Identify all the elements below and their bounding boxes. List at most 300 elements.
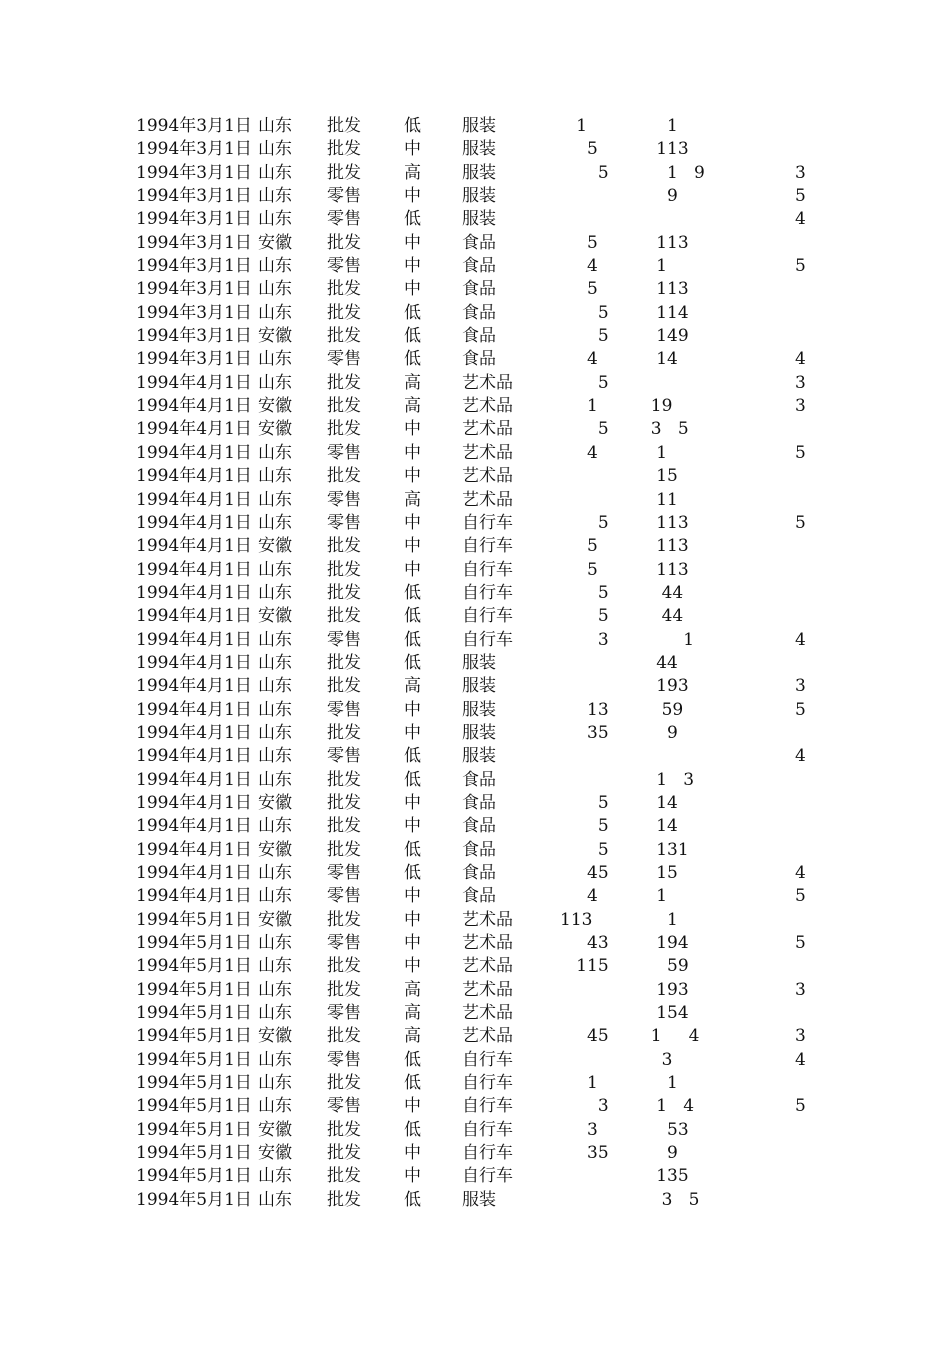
value-cell-3: 5 <box>795 256 806 277</box>
level-cell: 中 <box>404 466 421 487</box>
channel-cell: 批发 <box>327 536 361 557</box>
date-cell: 1994年4月1日 <box>136 512 252 533</box>
value-cell-3: 3 <box>795 162 806 183</box>
value-cell-1: 3 <box>560 1119 598 1140</box>
region-cell: 山东 <box>258 349 292 370</box>
level-cell: 中 <box>404 816 421 837</box>
table-row <box>0 162 950 185</box>
channel-cell: 批发 <box>327 1189 361 1210</box>
value-cell-1: 35 <box>560 722 609 743</box>
category-cell: 艺术品 <box>462 396 513 417</box>
date-cell: 1994年4月1日 <box>136 676 252 697</box>
value-cell-1: 113 <box>560 909 593 930</box>
region-cell: 山东 <box>258 372 292 393</box>
table-row <box>0 395 950 418</box>
level-cell: 中 <box>404 699 421 720</box>
category-cell: 艺术品 <box>462 466 513 487</box>
category-cell: 食品 <box>462 839 496 860</box>
value-cell-1: 5 <box>560 559 598 580</box>
category-cell: 服装 <box>462 162 496 183</box>
category-cell: 食品 <box>462 326 496 347</box>
level-cell: 中 <box>404 1143 421 1164</box>
region-cell: 山东 <box>258 1073 292 1094</box>
channel-cell: 批发 <box>327 606 361 627</box>
region-cell: 山东 <box>258 652 292 673</box>
value-cell-2: 194 <box>640 933 689 954</box>
table-row <box>0 629 950 652</box>
level-cell: 中 <box>404 232 421 253</box>
channel-cell: 批发 <box>327 419 361 440</box>
value-cell-3: 4 <box>795 863 806 883</box>
channel-cell: 零售 <box>327 1003 361 1024</box>
date-cell: 1994年4月1日 <box>136 489 252 510</box>
table-row <box>0 535 950 558</box>
category-cell: 自行车 <box>462 512 513 533</box>
value-cell-2: 113 <box>640 536 689 557</box>
table-row <box>0 722 950 745</box>
date-cell: 1994年4月1日 <box>136 699 252 720</box>
value-cell-2: 15 <box>640 863 678 883</box>
category-cell: 服装 <box>462 186 496 207</box>
region-cell: 山东 <box>258 1166 292 1187</box>
table-row <box>0 465 950 488</box>
level-cell: 中 <box>404 956 421 977</box>
value-cell-2: 114 <box>640 302 689 323</box>
table-row <box>0 1002 950 1025</box>
value-cell-3: 5 <box>795 186 806 207</box>
value-cell-1: 3 <box>560 629 609 650</box>
value-cell-2: 44 <box>640 582 684 603</box>
value-cell-2: 9 <box>640 722 678 743</box>
channel-cell: 零售 <box>327 209 361 230</box>
category-cell: 自行车 <box>462 606 513 627</box>
value-cell-3: 3 <box>795 372 806 393</box>
value-cell-2: 113 <box>640 559 689 580</box>
value-cell-1: 35 <box>560 1143 609 1164</box>
region-cell: 山东 <box>258 302 292 323</box>
value-cell-1: 4 <box>560 442 598 463</box>
category-cell: 艺术品 <box>462 419 513 440</box>
table-row <box>0 442 950 465</box>
category-cell: 艺术品 <box>462 1026 513 1047</box>
table-row <box>0 418 950 441</box>
value-cell-1: 4 <box>560 349 598 370</box>
region-cell: 山东 <box>258 466 292 487</box>
value-cell-1: 5 <box>560 279 598 300</box>
date-cell: 1994年5月1日 <box>136 956 252 977</box>
date-cell: 1994年4月1日 <box>136 372 252 393</box>
channel-cell: 零售 <box>327 349 361 370</box>
value-cell-2: 59 <box>640 699 684 720</box>
value-cell-2: 1 <box>640 442 668 463</box>
value-cell-1: 1 <box>560 116 588 136</box>
table-row <box>0 1165 950 1188</box>
value-cell-1: 5 <box>560 792 609 813</box>
table-row <box>0 792 950 815</box>
category-cell: 服装 <box>462 209 496 230</box>
level-cell: 中 <box>404 419 421 440</box>
level-cell: 低 <box>404 302 421 323</box>
channel-cell: 批发 <box>327 466 361 487</box>
value-cell-3: 5 <box>795 442 806 463</box>
table-row <box>0 512 950 535</box>
table-row <box>0 675 950 698</box>
value-cell-2: 44 <box>640 652 678 673</box>
value-cell-2: 113 <box>640 512 689 533</box>
region-cell: 山东 <box>258 442 292 463</box>
level-cell: 中 <box>404 909 421 930</box>
level-cell: 中 <box>404 1166 421 1187</box>
region-cell: 山东 <box>258 956 292 977</box>
value-cell-1: 43 <box>560 933 609 954</box>
channel-cell: 零售 <box>327 186 361 207</box>
level-cell: 中 <box>404 886 421 907</box>
region-cell: 山东 <box>258 1049 292 1070</box>
region-cell: 安徽 <box>258 792 292 813</box>
value-cell-1: 4 <box>560 256 598 277</box>
channel-cell: 批发 <box>327 839 361 860</box>
value-cell-1: 45 <box>560 1026 609 1047</box>
channel-cell: 批发 <box>327 722 361 743</box>
category-cell: 食品 <box>462 279 496 300</box>
date-cell: 1994年3月1日 <box>136 279 252 300</box>
category-cell: 艺术品 <box>462 372 513 393</box>
value-cell-2: 193 <box>640 979 689 1000</box>
date-cell: 1994年5月1日 <box>136 1143 252 1164</box>
channel-cell: 批发 <box>327 116 361 136</box>
table-row <box>0 255 950 278</box>
value-cell-1: 5 <box>560 139 598 160</box>
region-cell: 安徽 <box>258 396 292 417</box>
value-cell-2: 1 4 <box>640 1096 695 1117</box>
level-cell: 中 <box>404 256 421 277</box>
date-cell: 1994年3月1日 <box>136 302 252 323</box>
region-cell: 山东 <box>258 979 292 1000</box>
value-cell-3: 5 <box>795 699 806 720</box>
date-cell: 1994年5月1日 <box>136 979 252 1000</box>
channel-cell: 零售 <box>327 1049 361 1070</box>
channel-cell: 批发 <box>327 372 361 393</box>
value-cell-1: 4 <box>560 886 598 907</box>
level-cell: 高 <box>404 979 421 1000</box>
category-cell: 服装 <box>462 746 496 767</box>
date-cell: 1994年4月1日 <box>136 886 252 907</box>
channel-cell: 零售 <box>327 746 361 767</box>
level-cell: 高 <box>404 1003 421 1024</box>
date-cell: 1994年4月1日 <box>136 396 252 417</box>
channel-cell: 批发 <box>327 1026 361 1047</box>
category-cell: 艺术品 <box>462 933 513 954</box>
category-cell: 自行车 <box>462 1049 513 1070</box>
category-cell: 艺术品 <box>462 489 513 510</box>
table-row <box>0 232 950 255</box>
category-cell: 自行车 <box>462 1073 513 1094</box>
value-cell-1: 5 <box>560 326 609 347</box>
region-cell: 安徽 <box>258 1119 292 1140</box>
date-cell: 1994年4月1日 <box>136 442 252 463</box>
category-cell: 服装 <box>462 1189 496 1210</box>
channel-cell: 零售 <box>327 442 361 463</box>
value-cell-2: 135 <box>640 1166 689 1187</box>
table-row <box>0 278 950 301</box>
date-cell: 1994年4月1日 <box>136 536 252 557</box>
value-cell-3: 4 <box>795 349 806 370</box>
level-cell: 低 <box>404 349 421 370</box>
table-row <box>0 699 950 722</box>
value-cell-2: 131 <box>640 839 689 860</box>
channel-cell: 批发 <box>327 676 361 697</box>
channel-cell: 零售 <box>327 512 361 533</box>
category-cell: 服装 <box>462 699 496 720</box>
value-cell-1: 13 <box>560 699 609 720</box>
table-row <box>0 605 950 628</box>
date-cell: 1994年3月1日 <box>136 186 252 207</box>
value-cell-1: 5 <box>560 162 609 183</box>
region-cell: 山东 <box>258 629 292 650</box>
table-row <box>0 1142 950 1165</box>
category-cell: 食品 <box>462 256 496 277</box>
region-cell: 山东 <box>258 886 292 907</box>
table-row <box>0 138 950 161</box>
table-row <box>0 885 950 908</box>
date-cell: 1994年4月1日 <box>136 722 252 743</box>
date-cell: 1994年3月1日 <box>136 232 252 253</box>
region-cell: 山东 <box>258 256 292 277</box>
value-cell-2: 1 <box>640 629 695 650</box>
level-cell: 中 <box>404 559 421 580</box>
table-row <box>0 955 950 978</box>
date-cell: 1994年5月1日 <box>136 1119 252 1140</box>
value-cell-2: 1 <box>640 886 668 907</box>
channel-cell: 零售 <box>327 886 361 907</box>
value-cell-2: 15 <box>640 466 678 487</box>
level-cell: 中 <box>404 512 421 533</box>
channel-cell: 零售 <box>327 699 361 720</box>
level-cell: 中 <box>404 722 421 743</box>
channel-cell: 批发 <box>327 1143 361 1164</box>
category-cell: 自行车 <box>462 1166 513 1187</box>
channel-cell: 零售 <box>327 1096 361 1117</box>
region-cell: 山东 <box>258 582 292 603</box>
table-row <box>0 372 950 395</box>
channel-cell: 零售 <box>327 863 361 883</box>
region-cell: 山东 <box>258 1003 292 1024</box>
value-cell-2: 1 <box>640 909 678 930</box>
table-row <box>0 909 950 932</box>
value-cell-3: 5 <box>795 886 806 907</box>
category-cell: 食品 <box>462 816 496 837</box>
table-row <box>0 559 950 582</box>
level-cell: 高 <box>404 1026 421 1047</box>
date-cell: 1994年4月1日 <box>136 769 252 790</box>
level-cell: 高 <box>404 489 421 510</box>
value-cell-2: 113 <box>640 232 689 253</box>
value-cell-2: 1 <box>640 1073 678 1094</box>
category-cell: 自行车 <box>462 1096 513 1117</box>
date-cell: 1994年4月1日 <box>136 839 252 860</box>
region-cell: 安徽 <box>258 839 292 860</box>
level-cell: 低 <box>404 1049 421 1070</box>
table-row <box>0 348 950 371</box>
date-cell: 1994年3月1日 <box>136 139 252 160</box>
date-cell: 1994年3月1日 <box>136 326 252 347</box>
table-row <box>0 1049 950 1072</box>
table-row <box>0 1072 950 1095</box>
value-cell-3: 4 <box>795 746 806 767</box>
channel-cell: 批发 <box>327 396 361 417</box>
value-cell-1: 5 <box>560 372 609 393</box>
region-cell: 山东 <box>258 559 292 580</box>
category-cell: 自行车 <box>462 1119 513 1140</box>
category-cell: 食品 <box>462 302 496 323</box>
category-cell: 服装 <box>462 676 496 697</box>
value-cell-2: 14 <box>640 816 678 837</box>
value-cell-2: 1 9 <box>640 162 705 183</box>
level-cell: 低 <box>404 629 421 650</box>
region-cell: 山东 <box>258 863 292 883</box>
region-cell: 安徽 <box>258 1143 292 1164</box>
region-cell: 安徽 <box>258 419 292 440</box>
value-cell-2: 3 5 <box>640 419 689 440</box>
category-cell: 艺术品 <box>462 956 513 977</box>
level-cell: 高 <box>404 162 421 183</box>
value-cell-2: 154 <box>640 1003 689 1024</box>
level-cell: 高 <box>404 396 421 417</box>
channel-cell: 批发 <box>327 139 361 160</box>
date-cell: 1994年5月1日 <box>136 1049 252 1070</box>
category-cell: 服装 <box>462 116 496 136</box>
value-cell-3: 4 <box>795 629 806 650</box>
region-cell: 安徽 <box>258 606 292 627</box>
date-cell: 1994年5月1日 <box>136 933 252 954</box>
level-cell: 低 <box>404 1119 421 1140</box>
category-cell: 艺术品 <box>462 979 513 1000</box>
channel-cell: 批发 <box>327 559 361 580</box>
date-cell: 1994年3月1日 <box>136 209 252 230</box>
value-cell-3: 5 <box>795 512 806 533</box>
category-cell: 服装 <box>462 722 496 743</box>
value-cell-3: 3 <box>795 396 806 417</box>
value-cell-2: 53 <box>640 1119 689 1140</box>
table-row <box>0 745 950 768</box>
channel-cell: 零售 <box>327 629 361 650</box>
level-cell: 低 <box>404 769 421 790</box>
region-cell: 山东 <box>258 512 292 533</box>
region-cell: 山东 <box>258 769 292 790</box>
level-cell: 中 <box>404 279 421 300</box>
category-cell: 食品 <box>462 349 496 370</box>
region-cell: 山东 <box>258 816 292 837</box>
table-row <box>0 932 950 955</box>
value-cell-2: 9 <box>640 1143 678 1164</box>
date-cell: 1994年5月1日 <box>136 1166 252 1187</box>
value-cell-1: 45 <box>560 863 609 883</box>
channel-cell: 批发 <box>327 769 361 790</box>
channel-cell: 批发 <box>327 909 361 930</box>
date-cell: 1994年4月1日 <box>136 816 252 837</box>
region-cell: 安徽 <box>258 1026 292 1047</box>
level-cell: 高 <box>404 372 421 393</box>
level-cell: 低 <box>404 1073 421 1094</box>
date-cell: 1994年4月1日 <box>136 629 252 650</box>
value-cell-1: 5 <box>560 536 598 557</box>
region-cell: 山东 <box>258 186 292 207</box>
category-cell: 食品 <box>462 886 496 907</box>
value-cell-1: 5 <box>560 839 609 860</box>
channel-cell: 批发 <box>327 162 361 183</box>
region-cell: 山东 <box>258 1096 292 1117</box>
table-row <box>0 652 950 675</box>
date-cell: 1994年5月1日 <box>136 1073 252 1094</box>
table-row <box>0 489 950 512</box>
category-cell: 食品 <box>462 232 496 253</box>
region-cell: 山东 <box>258 699 292 720</box>
channel-cell: 零售 <box>327 933 361 954</box>
date-cell: 1994年4月1日 <box>136 863 252 883</box>
table-row <box>0 185 950 208</box>
value-cell-3: 3 <box>795 979 806 1000</box>
channel-cell: 批发 <box>327 652 361 673</box>
category-cell: 食品 <box>462 769 496 790</box>
channel-cell: 批发 <box>327 792 361 813</box>
value-cell-2: 1 <box>640 256 668 277</box>
category-cell: 艺术品 <box>462 442 513 463</box>
value-cell-2: 44 <box>640 606 684 627</box>
value-cell-3: 4 <box>795 1049 806 1070</box>
date-cell: 1994年4月1日 <box>136 792 252 813</box>
level-cell: 中 <box>404 792 421 813</box>
table-row <box>0 1025 950 1048</box>
value-cell-3: 3 <box>795 1026 806 1047</box>
table-row <box>0 582 950 605</box>
level-cell: 低 <box>404 839 421 860</box>
table-row <box>0 1189 950 1212</box>
table-row <box>0 979 950 1002</box>
region-cell: 山东 <box>258 139 292 160</box>
value-cell-1: 5 <box>560 419 609 440</box>
channel-cell: 批发 <box>327 279 361 300</box>
date-cell: 1994年3月1日 <box>136 256 252 277</box>
date-cell: 1994年4月1日 <box>136 419 252 440</box>
region-cell: 山东 <box>258 116 292 136</box>
value-cell-1: 1 <box>560 396 598 417</box>
date-cell: 1994年4月1日 <box>136 652 252 673</box>
region-cell: 山东 <box>258 1189 292 1210</box>
date-cell: 1994年5月1日 <box>136 1026 252 1047</box>
value-cell-2: 3 <box>640 1049 673 1070</box>
table-row <box>0 839 950 862</box>
channel-cell: 批发 <box>327 326 361 347</box>
level-cell: 低 <box>404 1189 421 1210</box>
value-cell-2: 14 <box>640 792 678 813</box>
category-cell: 艺术品 <box>462 1003 513 1024</box>
region-cell: 山东 <box>258 279 292 300</box>
date-cell: 1994年4月1日 <box>136 746 252 767</box>
level-cell: 中 <box>404 186 421 207</box>
category-cell: 自行车 <box>462 559 513 580</box>
value-cell-2: 9 <box>640 186 678 207</box>
value-cell-2: 1 4 <box>640 1026 700 1047</box>
region-cell: 安徽 <box>258 326 292 347</box>
value-cell-2: 14 <box>640 349 678 370</box>
channel-cell: 批发 <box>327 582 361 603</box>
channel-cell: 批发 <box>327 816 361 837</box>
level-cell: 低 <box>404 326 421 347</box>
level-cell: 低 <box>404 746 421 767</box>
category-cell: 自行车 <box>462 536 513 557</box>
value-cell-3: 5 <box>795 1096 806 1117</box>
value-cell-3: 4 <box>795 209 806 230</box>
